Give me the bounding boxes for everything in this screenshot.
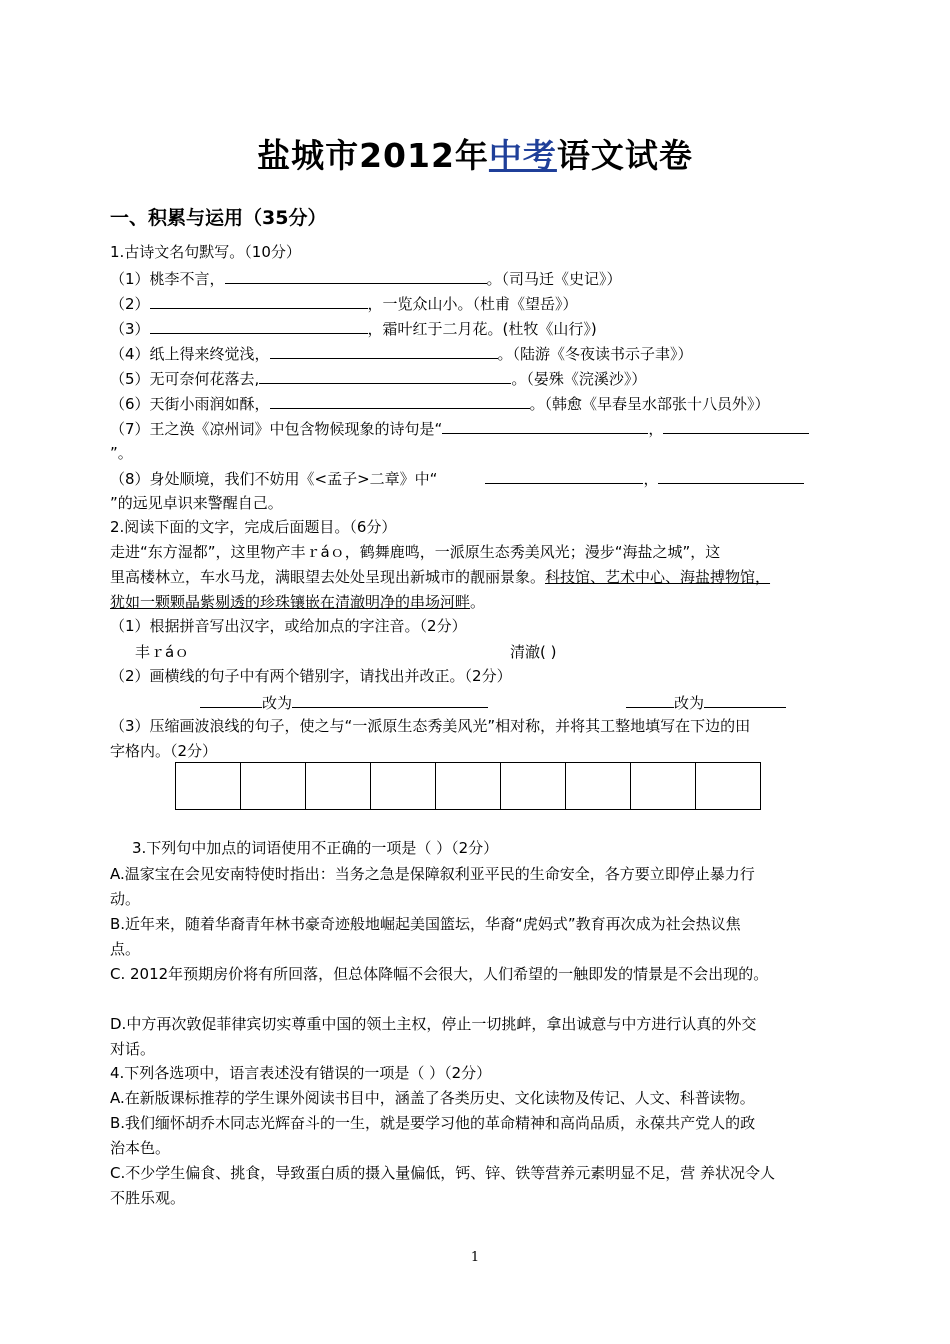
grid-cell[interactable] xyxy=(436,763,501,809)
q1-item-5: （5）无可奈何花落去, 。（晏殊《浣溪沙》） xyxy=(110,370,647,388)
q1-item-4: （4）纸上得来终觉浅， 。（陆游《冬夜读书示子聿》） xyxy=(110,345,693,363)
q2-sub3-end: 字格内。（2分） xyxy=(110,742,218,760)
title-text-end: 语文试卷 xyxy=(556,136,693,175)
q3-heading: 3.下列句中加点的词语使用不正确的一项是（ ）（2分） xyxy=(132,839,499,857)
grid-cell[interactable] xyxy=(241,763,306,809)
q2-sub1-a: 丰ｒáｏ xyxy=(135,643,190,661)
q1-item-7-end: ”。 xyxy=(110,444,133,462)
q1-item-8: （8）身处顺境，我们不妨用《<孟子>二章》中“ ， xyxy=(110,468,804,489)
q3-option-b: B.近年来，随着华裔青年林书豪奇迹般地崛起美国篮坛，华裔“虎妈式”教育再次成为社会热议焦 xyxy=(110,915,741,933)
q3-option-d-cont: 对话。 xyxy=(110,1040,156,1058)
q3-option-b-cont: 点。 xyxy=(110,940,141,958)
underlined-sentence: 科技馆、艺术中心、海盐搏物馆， xyxy=(545,568,771,586)
page-title xyxy=(0,130,950,177)
answer-blank[interactable] xyxy=(259,368,511,384)
q1-item-1: （1）桃李不言， 。（司马迁《史记》） xyxy=(110,270,622,288)
answer-blank[interactable] xyxy=(292,692,488,708)
q2-sub2-b: 改为 xyxy=(626,692,786,713)
title-link[interactable]: 中考 xyxy=(488,136,557,175)
underlined-sentence: 犹如一颗颗晶紫剔透的珍珠镶嵌在清澈明净的串场河畔 xyxy=(110,593,471,611)
q2-sub2: （2）画横线的句子中有两个错别字，请找出并改正。（2分） xyxy=(110,667,512,685)
q2-passage-line: 犹如一颗颗晶紫剔透的珍珠镶嵌在清澈明净的串场河畔。 xyxy=(110,593,486,611)
answer-blank[interactable] xyxy=(485,468,643,484)
q1-item-7: （7）王之涣《凉州词》中包含物候现象的诗句是“ ， xyxy=(110,418,809,439)
answer-blank[interactable] xyxy=(150,293,368,309)
grid-cell[interactable] xyxy=(306,763,371,809)
q2-sub1-b: 清澈( ) xyxy=(510,643,557,661)
page-number: 1 xyxy=(470,1250,480,1265)
q4-option-b: B.我们缅怀胡乔木同志光辉奋斗的一生，就是要学习他的革命精神和高尚品质，永葆共产党人的政 xyxy=(110,1114,756,1132)
q4-heading: 4.下列各选项中，语言表述没有错误的一项是（ ）（2分） xyxy=(110,1064,492,1082)
q2-sub2-a: 改为 xyxy=(200,692,488,713)
grid-cell[interactable] xyxy=(631,763,696,809)
answer-blank[interactable] xyxy=(442,418,648,434)
answer-blank[interactable] xyxy=(270,343,498,359)
q1-item-2: （2） ，一览众山小。（杜甫《望岳》） xyxy=(110,295,578,313)
grid-cell[interactable] xyxy=(501,763,566,809)
q2-heading: 2.阅读下面的文字，完成后面题目。（6分） xyxy=(110,518,397,536)
title-text: 盐城市2012年 xyxy=(257,136,489,175)
q2-sub1: （1）根据拼音写出汉字，或给加点的字注音。（2分） xyxy=(110,617,467,635)
q3-option-a: A.温家宝在会见安南特使时指出：当务之急是保障叙利亚平民的生命安全，各方要立即停止暴力行 xyxy=(110,865,755,883)
answer-blank[interactable] xyxy=(658,468,804,484)
q3-option-d: D.中方再次敦促菲律宾切实尊重中国的领土主权，停止一切挑衅，拿出诚意与中方进行认真的外交 xyxy=(110,1015,757,1033)
q3-option-a-cont: 动。 xyxy=(110,890,141,908)
q4-option-a: A.在新版课标推荐的学生课外阅读书目中，涵盖了各类历史、文化读物及传记、人文、科普读物。 xyxy=(110,1089,755,1107)
q2-sub3: （3）压缩画波浪线的句子，使之与“一派原生态秀美风光”相对称，并将其工整地填写在下边的田 xyxy=(110,717,751,735)
answer-blank[interactable] xyxy=(663,418,809,434)
grid-cell[interactable] xyxy=(566,763,631,809)
q2-passage-line: 里高楼林立，车水马龙，满眼望去处处呈现出新城市的靓丽景象。科技馆、艺术中心、海盐搏物馆， xyxy=(110,568,771,586)
answer-blank[interactable] xyxy=(626,692,674,708)
answer-blank[interactable] xyxy=(225,268,487,284)
grid-cell[interactable] xyxy=(696,763,760,809)
tianzi-grid xyxy=(175,762,761,810)
answer-blank[interactable] xyxy=(704,692,786,708)
answer-blank[interactable] xyxy=(270,393,530,409)
q3-option-c: C. 2012年预期房价将有所回落，但总体降幅不会很大，人们希望的一触即发的情景是不会出现的。 xyxy=(110,965,769,983)
q4-option-b-cont: 治本色。 xyxy=(110,1139,171,1157)
answer-blank[interactable] xyxy=(200,692,262,708)
grid-cell[interactable] xyxy=(371,763,436,809)
q1-item-3: （3） ，霜叶红于二月花。(杜牧《山行》) xyxy=(110,320,597,338)
q1-item-6: （6）天街小雨润如酥， 。（韩愈《早春呈水部张十八员外》） xyxy=(110,395,770,413)
q4-option-c: C.不少学生偏食、挑食，导致蛋白质的摄入量偏低，钙、锌、铁等营养元素明显不足，营 养状况令人 xyxy=(110,1164,776,1182)
q1-item-8-end: ”的远见卓识来警醒自己。 xyxy=(110,494,283,512)
grid-cell[interactable] xyxy=(176,763,241,809)
section-heading: 一、积累与运用（35分） xyxy=(110,207,327,229)
q4-option-c-cont: 不胜乐观。 xyxy=(110,1189,186,1207)
q1-heading: 1.古诗文名句默写。（10分） xyxy=(110,243,301,261)
answer-blank[interactable] xyxy=(150,318,368,334)
q2-passage-line: 走进“东方湿都”，这里物产丰ｒáｏ，鹤舞鹿鸣，一派原生态秀美风光；漫步“海盐之城”，这 xyxy=(110,543,721,561)
